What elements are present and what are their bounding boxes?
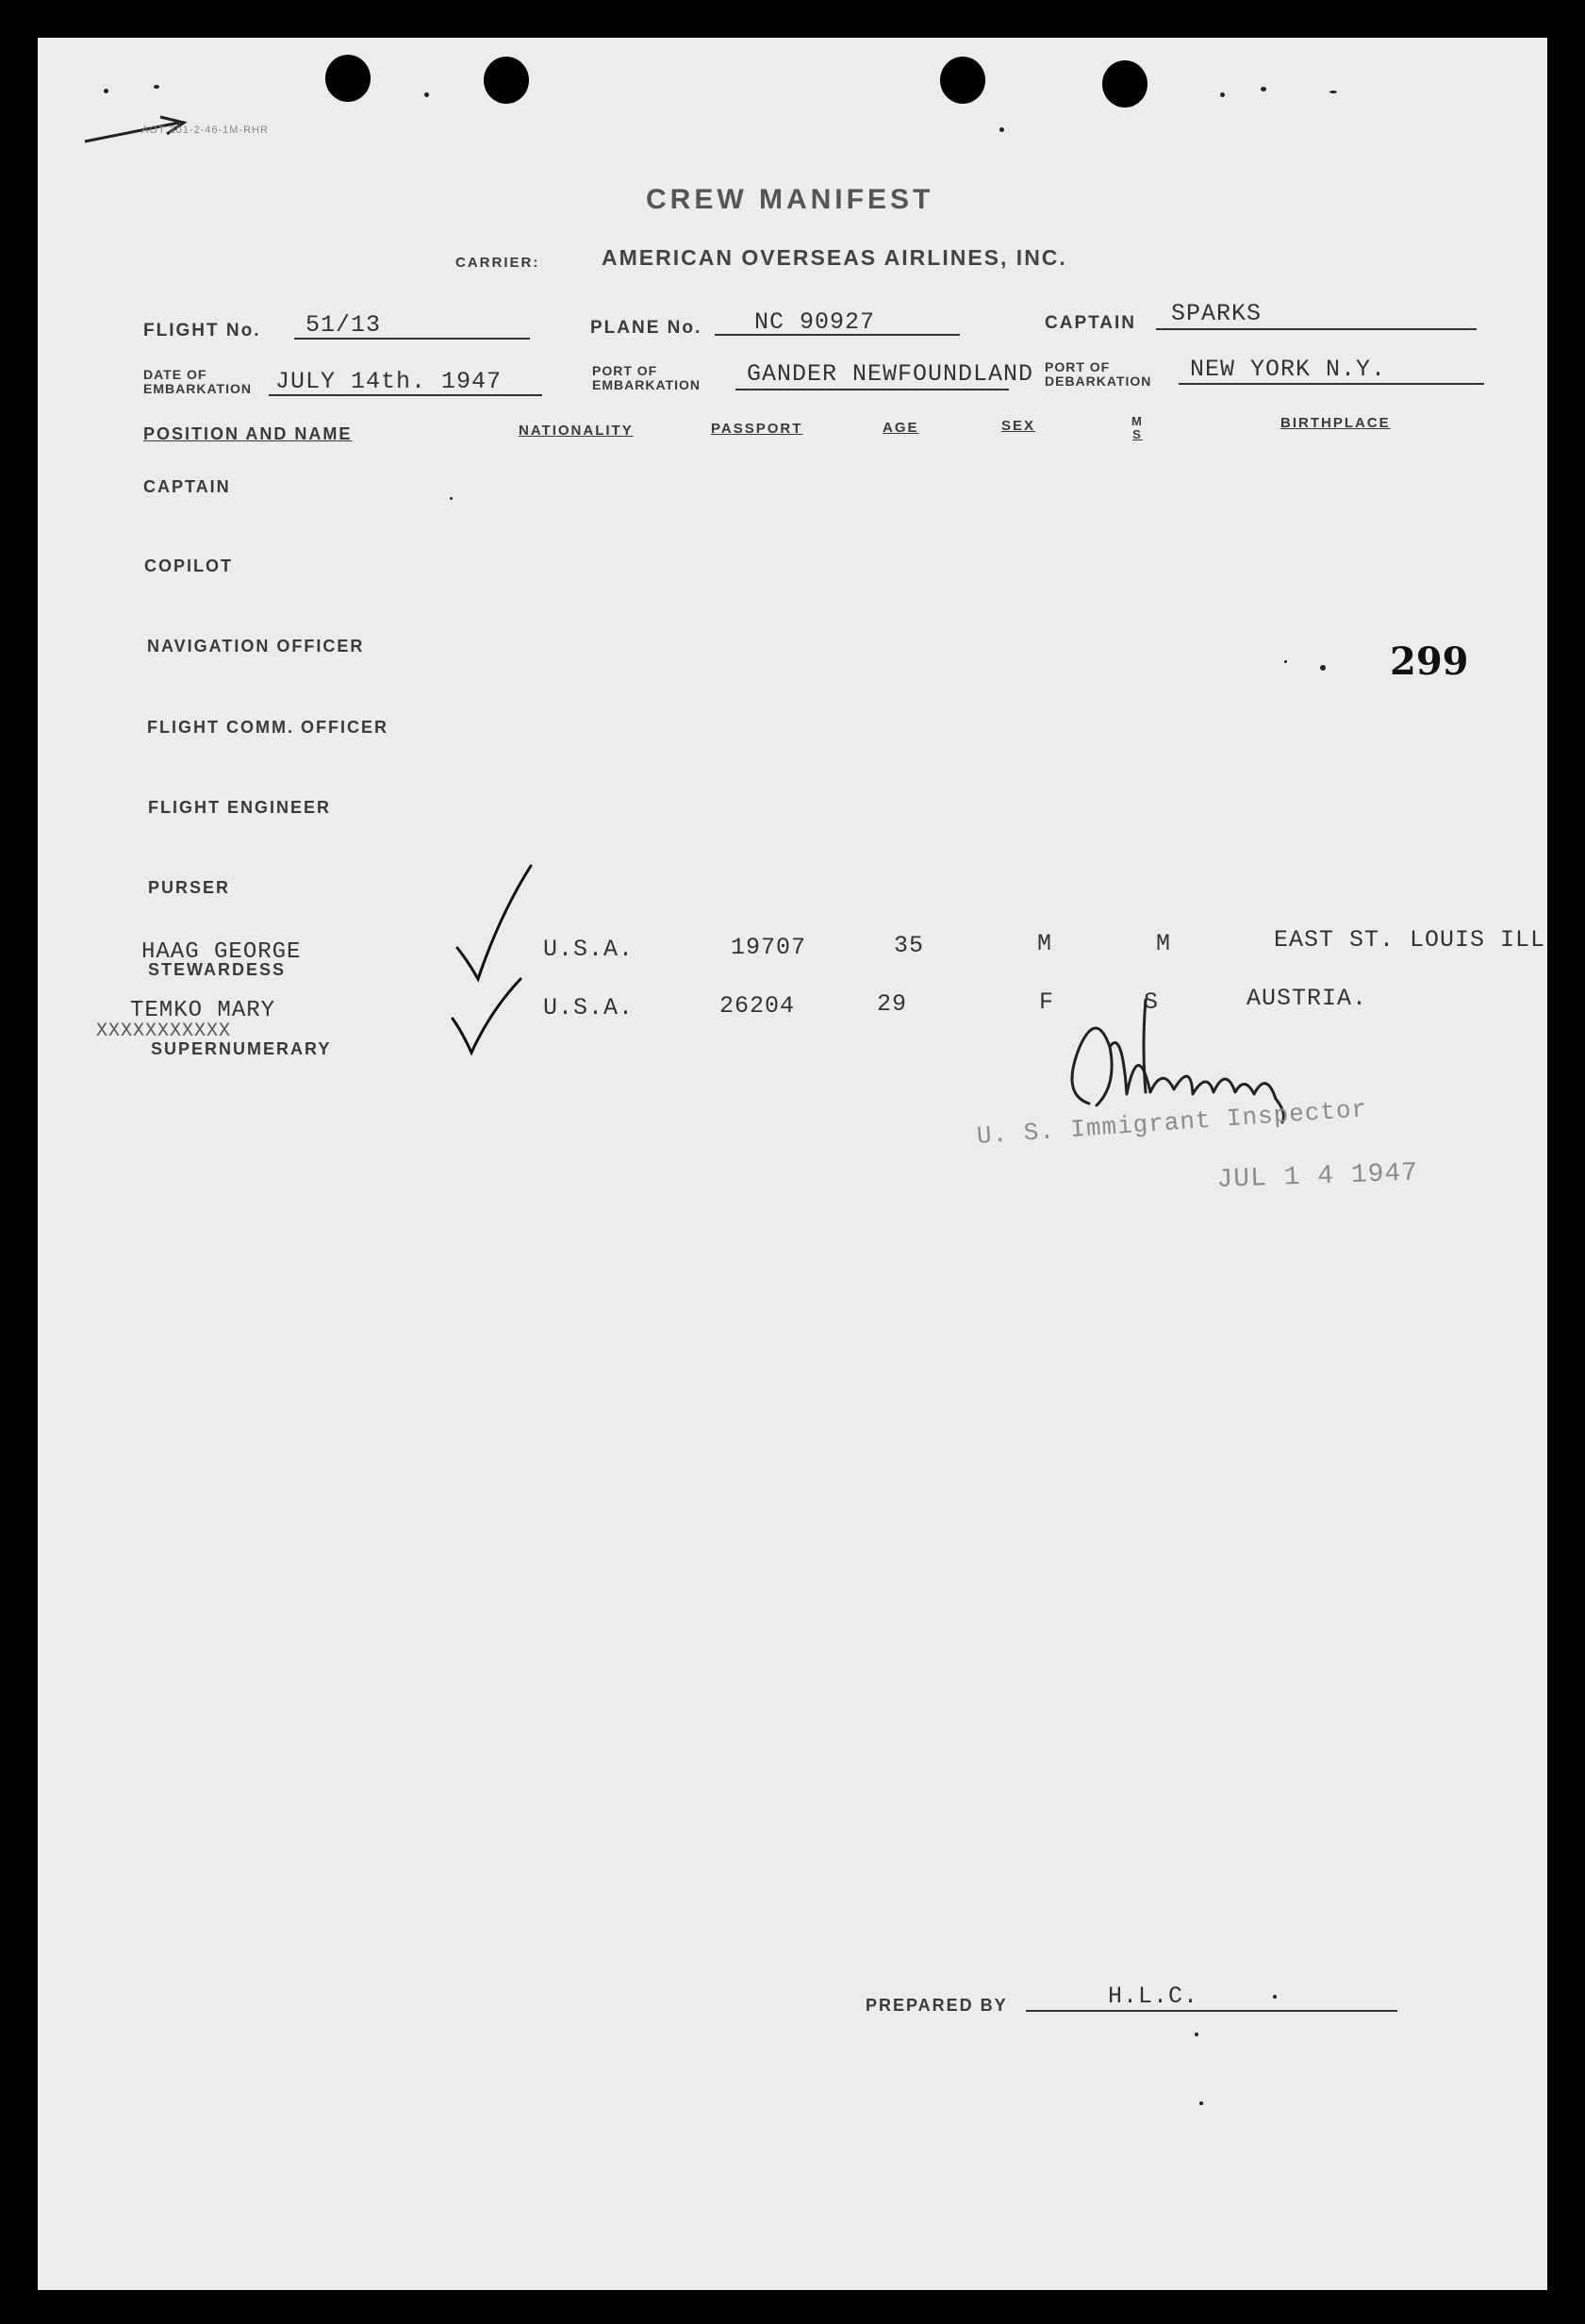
speck — [104, 89, 108, 93]
plane-underline — [715, 334, 960, 336]
punch-hole-4 — [1102, 60, 1147, 108]
port-debarkation-underline — [1179, 383, 1484, 385]
form-code: AOT 201-2-46-1M-RHR — [141, 124, 269, 136]
port-embarkation-underline — [735, 389, 1009, 390]
col-passport: PASSPORT — [711, 421, 803, 437]
speck — [1195, 2033, 1198, 2036]
col-sex: SEX — [1001, 418, 1036, 434]
check-mark-2 — [443, 962, 547, 1066]
position-stewardess: STEWARDESS — [148, 960, 287, 979]
crew-row-2-age: 29 — [877, 990, 908, 1018]
crew-row-2-name: TEMKO MARY — [130, 998, 276, 1023]
crew-row-1-passport: 19707 — [731, 934, 807, 961]
date-embarkation-label: DATE OF EMBARKATION — [143, 367, 252, 396]
punch-hole-2 — [484, 57, 529, 104]
position-supernumerary: SUPERNUMERARY — [151, 1039, 332, 1058]
crew-row-1-birthplace: EAST ST. LOUIS ILL — [1274, 926, 1546, 954]
crew-row-2-birthplace: AUSTRIA. — [1247, 985, 1368, 1012]
position-copilot: COPILOT — [144, 556, 233, 575]
crew-row-2-marital: S — [1144, 988, 1160, 1016]
col-position-and-name: POSITION AND NAME — [143, 424, 353, 443]
captain-underline — [1156, 328, 1477, 330]
col-marital-status: M S — [1131, 414, 1144, 441]
carrier-label: CARRIER: — [455, 255, 540, 271]
col-nationality: NATIONALITY — [519, 423, 634, 439]
speck — [424, 92, 429, 97]
crew-row-2-sex: F — [1039, 988, 1055, 1016]
port-embarkation-value: GANDER NEWFOUNDLAND — [747, 360, 1034, 388]
crew-row-1-nationality: U.S.A. — [543, 936, 635, 963]
inspector-stamp: U. S. Immigrant Inspector — [976, 1095, 1369, 1151]
speck — [154, 85, 159, 89]
speck — [1284, 660, 1287, 663]
crew-row-2-overstrike: XXXXXXXXXXX — [96, 1021, 232, 1042]
speck — [1220, 92, 1225, 97]
speck — [450, 497, 453, 500]
flight-value: 51/13 — [305, 311, 382, 339]
speck — [1273, 1995, 1277, 1999]
crew-row-1-age: 35 — [894, 932, 925, 959]
date-embarkation-underline — [269, 394, 542, 396]
speck — [999, 127, 1004, 132]
plane-value: NC 90927 — [754, 308, 876, 336]
col-age: AGE — [883, 420, 919, 436]
page-title: CREW MANIFEST — [646, 184, 934, 215]
flight-label: FLIGHT No. — [143, 321, 261, 340]
stamp-date: JUL 1 4 1947 — [1216, 1158, 1419, 1195]
crew-row-1-marital: M — [1156, 930, 1172, 957]
punch-hole-3 — [940, 57, 985, 104]
captain-label: CAPTAIN — [1045, 313, 1137, 333]
position-purser: PURSER — [148, 878, 231, 897]
speck — [1329, 91, 1337, 93]
captain-value: SPARKS — [1171, 300, 1263, 327]
page-number: 299 — [1390, 639, 1469, 684]
crew-row-1-sex: M — [1037, 930, 1053, 957]
flight-underline — [294, 338, 530, 340]
speck — [1320, 665, 1326, 671]
col-birthplace: BIRTHPLACE — [1280, 415, 1391, 431]
position-flight-comm-officer: FLIGHT COMM. OFFICER — [147, 718, 388, 737]
plane-label: PLANE No. — [590, 318, 702, 338]
date-embarkation-value: JULY 14th. 1947 — [275, 368, 503, 395]
punch-hole-1 — [325, 55, 371, 102]
crew-row-2-passport: 26204 — [719, 992, 796, 1020]
port-embarkation-label: PORT OF EMBARKATION — [592, 363, 701, 392]
prepared-by-underline — [1026, 2010, 1397, 2012]
port-debarkation-label: PORT OF DEBARKATION — [1045, 359, 1152, 389]
prepared-by-label: PREPARED BY — [866, 1996, 1008, 2015]
position-navigation-officer: NAVIGATION OFFICER — [147, 637, 365, 656]
port-debarkation-value: NEW YORK N.Y. — [1190, 356, 1387, 383]
manifest-page — [38, 38, 1547, 2290]
speck — [1261, 87, 1266, 91]
prepared-by-value: H.L.C. — [1108, 1983, 1199, 2010]
crew-row-2-nationality: U.S.A. — [543, 994, 635, 1021]
position-captain: CAPTAIN — [143, 477, 231, 496]
speck — [1199, 2101, 1203, 2105]
carrier-value: AMERICAN OVERSEAS AIRLINES, INC. — [602, 245, 1067, 270]
position-flight-engineer: FLIGHT ENGINEER — [148, 798, 332, 817]
crew-row-1-name: HAAG GEORGE — [141, 939, 302, 965]
